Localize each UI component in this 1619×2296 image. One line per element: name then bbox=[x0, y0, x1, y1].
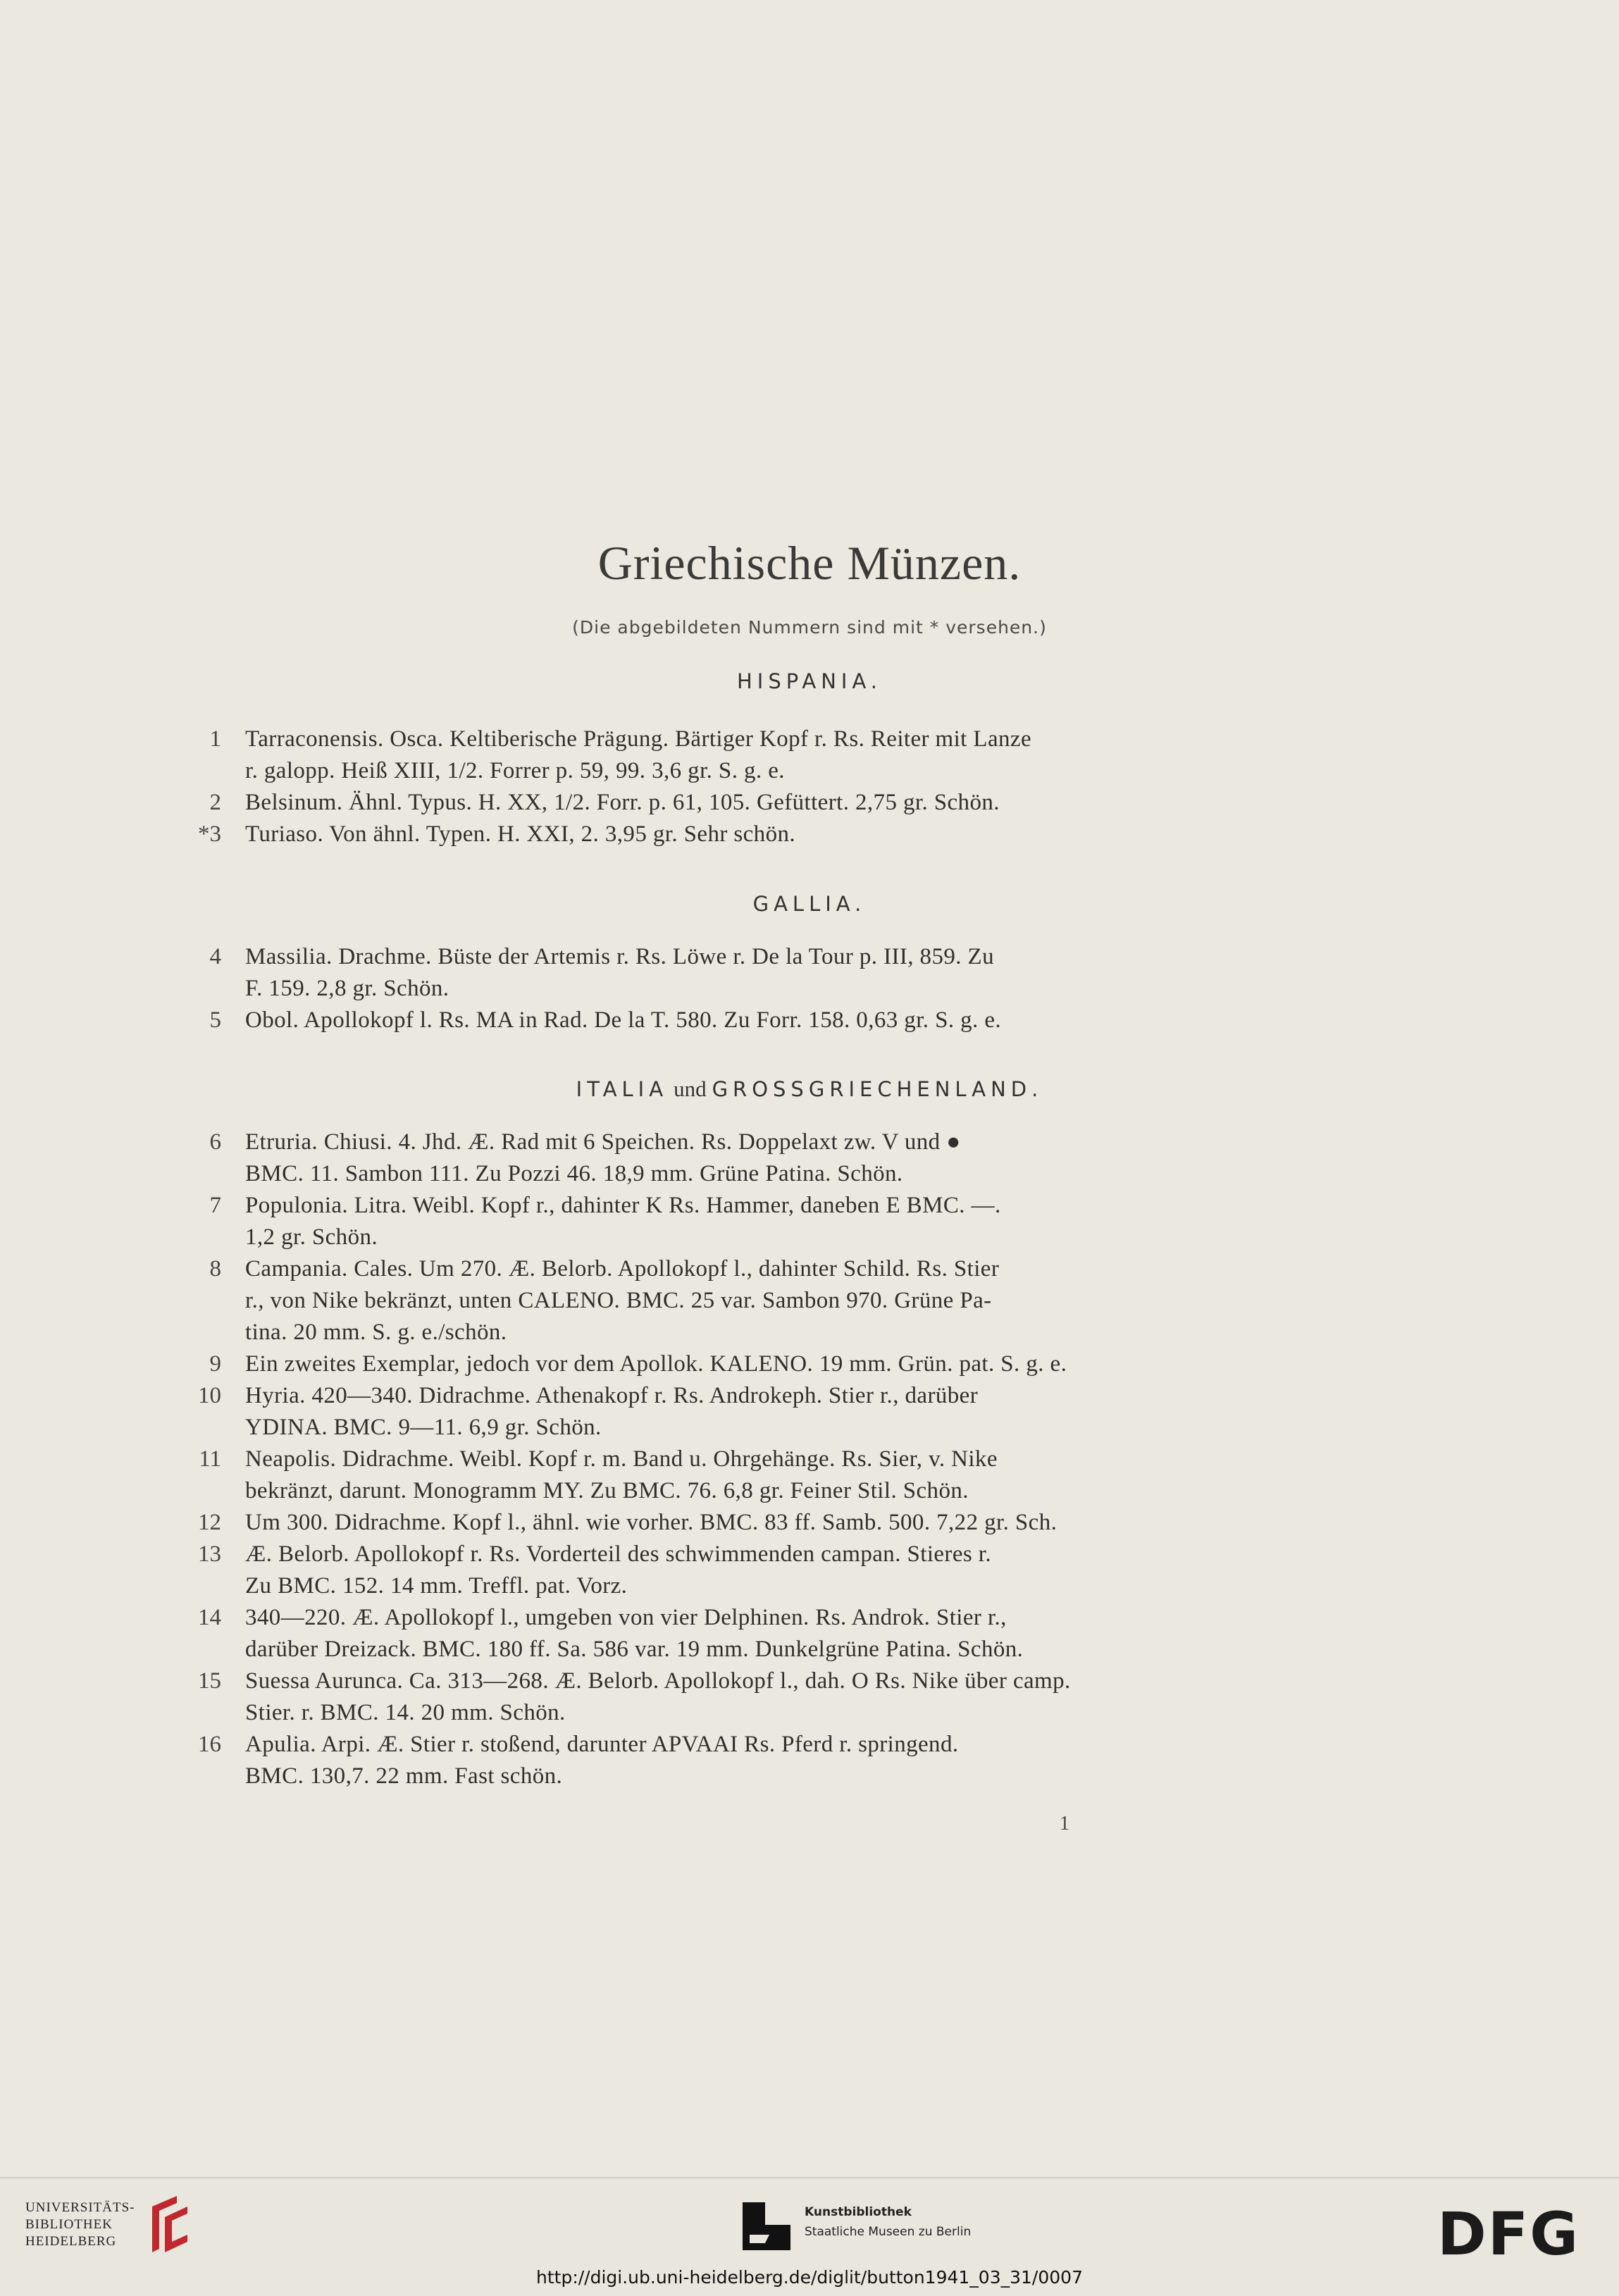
kunstbibliothek-logo-icon bbox=[741, 2201, 792, 2252]
entry-line: Populonia. Litra. Weibl. Kopf r., dahinter K Rs. Hammer, daneben E BMC. —. bbox=[245, 1193, 1001, 1218]
entry-number: 7 bbox=[209, 1193, 221, 1218]
entry-number: 10 bbox=[198, 1383, 221, 1408]
entry-text bbox=[245, 1348, 1222, 1380]
entry-number: 9 bbox=[209, 1351, 221, 1377]
entry-number: 14 bbox=[198, 1605, 221, 1630]
dfg-logo[interactable]: DFG bbox=[1437, 2199, 1580, 2269]
entry-line: r., von Nike bekränzt, unten CALENO. BMC. 25 var. Sambon 970. Grüne Pa- bbox=[245, 1288, 992, 1313]
logo-text-line: BIBLIOTHEK bbox=[25, 2217, 113, 2232]
entry-line: Suessa Aurunca. Ca. 313—268. Æ. Belorb. Apollokopf l., dah. O Rs. Nike über camp. bbox=[245, 1668, 1071, 1694]
entry-text bbox=[245, 1444, 1222, 1507]
entry-text bbox=[245, 787, 1222, 819]
entry-text bbox=[245, 1253, 1222, 1348]
page-number: 1 bbox=[1060, 1813, 1069, 1835]
entry-line: Obol. Apollokopf l. Rs. MA in Rad. De la T. 580. Zu Forr. 158. 0,63 gr. S. g. e. bbox=[245, 1007, 1002, 1033]
kunstbibliothek-subtitle: Staatliche Museen zu Berlin bbox=[805, 2225, 972, 2239]
kunstbibliothek-title: Kunstbibliothek bbox=[805, 2205, 912, 2219]
entry-number: 15 bbox=[198, 1668, 221, 1694]
page-title: Griechische Münzen. bbox=[597, 536, 1022, 590]
university-emblem-icon bbox=[145, 2192, 194, 2256]
university-library-logo[interactable] bbox=[25, 2199, 135, 2250]
entry-number: 5 bbox=[209, 1007, 221, 1033]
entry-line: Belsinum. Ähnl. Typus. H. XX, 1/2. Forr. p. 61, 105. Gefüttert. 2,75 gr. Schön. bbox=[245, 790, 1000, 815]
entry-number: *3 bbox=[198, 821, 221, 847]
entry-number: 1 bbox=[209, 726, 221, 752]
entry-line: Tarraconensis. Osca. Keltiberische Prägung. Bärtiger Kopf r. Rs. Reiter mit Lanze bbox=[245, 726, 1032, 752]
entry-line: tina. 20 mm. S. g. e./schön. bbox=[245, 1320, 507, 1345]
entry-text bbox=[245, 1005, 1222, 1036]
section-heading-gallia: GALLIA. bbox=[752, 892, 867, 916]
entry-text bbox=[245, 1507, 1222, 1539]
entry-text bbox=[245, 1190, 1222, 1253]
entry-number: 16 bbox=[198, 1732, 221, 1757]
section-heading-part: ITALIA bbox=[576, 1077, 669, 1101]
entry-line: Hyria. 420—340. Didrachme. Athenakopf r. Rs. Androkeph. Stier r., darüber bbox=[245, 1383, 979, 1408]
entry-line: Apulia. Arpi. Æ. Stier r. stoßend, darunter APVAAI Rs. Pferd r. springend. bbox=[245, 1732, 959, 1757]
entry-text bbox=[245, 1539, 1222, 1602]
entry-number: 4 bbox=[209, 944, 221, 969]
page-subtitle: (Die abgebildeten Nummern sind mit * versehen.) bbox=[572, 617, 1047, 638]
entry-line: YDINA. BMC. 9—11. 6,9 gr. Schön. bbox=[245, 1415, 602, 1440]
entry-line: r. galopp. Heiß XIII, 1/2. Forrer p. 59, 99. 3,6 gr. S. g. e. bbox=[245, 758, 785, 783]
entry-number: 6 bbox=[209, 1129, 221, 1155]
logo-text-line: UNIVERSITÄTS- bbox=[25, 2200, 135, 2215]
entry-text bbox=[245, 1729, 1222, 1792]
entry-line: darüber Dreizack. BMC. 180 ff. Sa. 586 var. 19 mm. Dunkelgrüne Patina. Schön. bbox=[245, 1637, 1024, 1662]
entry-line: bekränzt, darunt. Monogramm MY. Zu BMC. 76. 6,8 gr. Feiner Stil. Schön. bbox=[245, 1478, 969, 1503]
entry-line: Ein zweites Exemplar, jedoch vor dem Apollok. KALENO. 19 mm. Grün. pat. S. g. e. bbox=[245, 1351, 1067, 1377]
entry-text bbox=[245, 1602, 1222, 1665]
logo-text-line: HEIDELBERG bbox=[25, 2234, 117, 2249]
section-heading-hispania: HISPANIA. bbox=[736, 669, 883, 693]
entry-number: 12 bbox=[198, 1510, 221, 1535]
entry-line: 340—220. Æ. Apollokopf l., umgeben von vier Delphinen. Rs. Androk. Stier r., bbox=[245, 1605, 1007, 1630]
entry-number: 13 bbox=[198, 1541, 221, 1567]
entry-line: Um 300. Didrachme. Kopf l., ähnl. wie vorher. BMC. 83 ff. Samb. 500. 7,22 gr. Sch. bbox=[245, 1510, 1057, 1535]
entry-number: 8 bbox=[209, 1256, 221, 1282]
entry-line: BMC. 11. Sambon 111. Zu Pozzi 46. 18,9 mm. Grüne Patina. Schön. bbox=[245, 1161, 903, 1186]
entry-number: 2 bbox=[209, 790, 221, 815]
section-heading-conjunction: und bbox=[674, 1076, 707, 1101]
entry-text bbox=[245, 724, 1222, 787]
entry-line: Campania. Cales. Um 270. Æ. Belorb. Apollokopf l., dahinter Schild. Rs. Stier bbox=[245, 1256, 1000, 1282]
entry-text bbox=[245, 1380, 1222, 1444]
entry-line: BMC. 130,7. 22 mm. Fast schön. bbox=[245, 1763, 563, 1789]
entry-line: Massilia. Drachme. Büste der Artemis r. Rs. Löwe r. De la Tour p. III, 859. Zu bbox=[245, 944, 994, 969]
entry-line: Zu BMC. 152. 14 mm. Treffl. pat. Vorz. bbox=[245, 1573, 628, 1599]
entry-text bbox=[245, 941, 1222, 1005]
entry-line: Æ. Belorb. Apollokopf r. Rs. Vorderteil des schwimmenden campan. Stieres r. bbox=[245, 1541, 991, 1567]
entry-text bbox=[245, 1665, 1222, 1729]
entry-line: Turiaso. Von ähnl. Typen. H. XXI, 2. 3,95 gr. Sehr schön. bbox=[245, 821, 796, 847]
entry-line: 1,2 gr. Schön. bbox=[245, 1224, 378, 1250]
entry-line: Stier. r. BMC. 14. 20 mm. Schön. bbox=[245, 1700, 566, 1725]
section-heading-part: GROSSGRIECHENLAND. bbox=[712, 1077, 1043, 1101]
entry-text bbox=[245, 819, 1222, 850]
entry-line: Etruria. Chiusi. 4. Jhd. Æ. Rad mit 6 Speichen. Rs. Doppelaxt zw. V und ● bbox=[245, 1129, 961, 1155]
section-heading-italia bbox=[0, 1076, 1619, 1102]
permalink-url[interactable]: http://digi.ub.uni-heidelberg.de/diglit/button1941_03_31/0007 bbox=[536, 2267, 1083, 2288]
entry-line: Neapolis. Didrachme. Weibl. Kopf r. m. Band u. Ohrgehänge. Rs. Sier, v. Nike bbox=[245, 1446, 998, 1472]
entry-text bbox=[245, 1127, 1222, 1190]
kunstbibliothek-label bbox=[805, 2202, 971, 2242]
entry-line: F. 159. 2,8 gr. Schön. bbox=[245, 976, 449, 1001]
entry-number: 11 bbox=[199, 1446, 221, 1472]
